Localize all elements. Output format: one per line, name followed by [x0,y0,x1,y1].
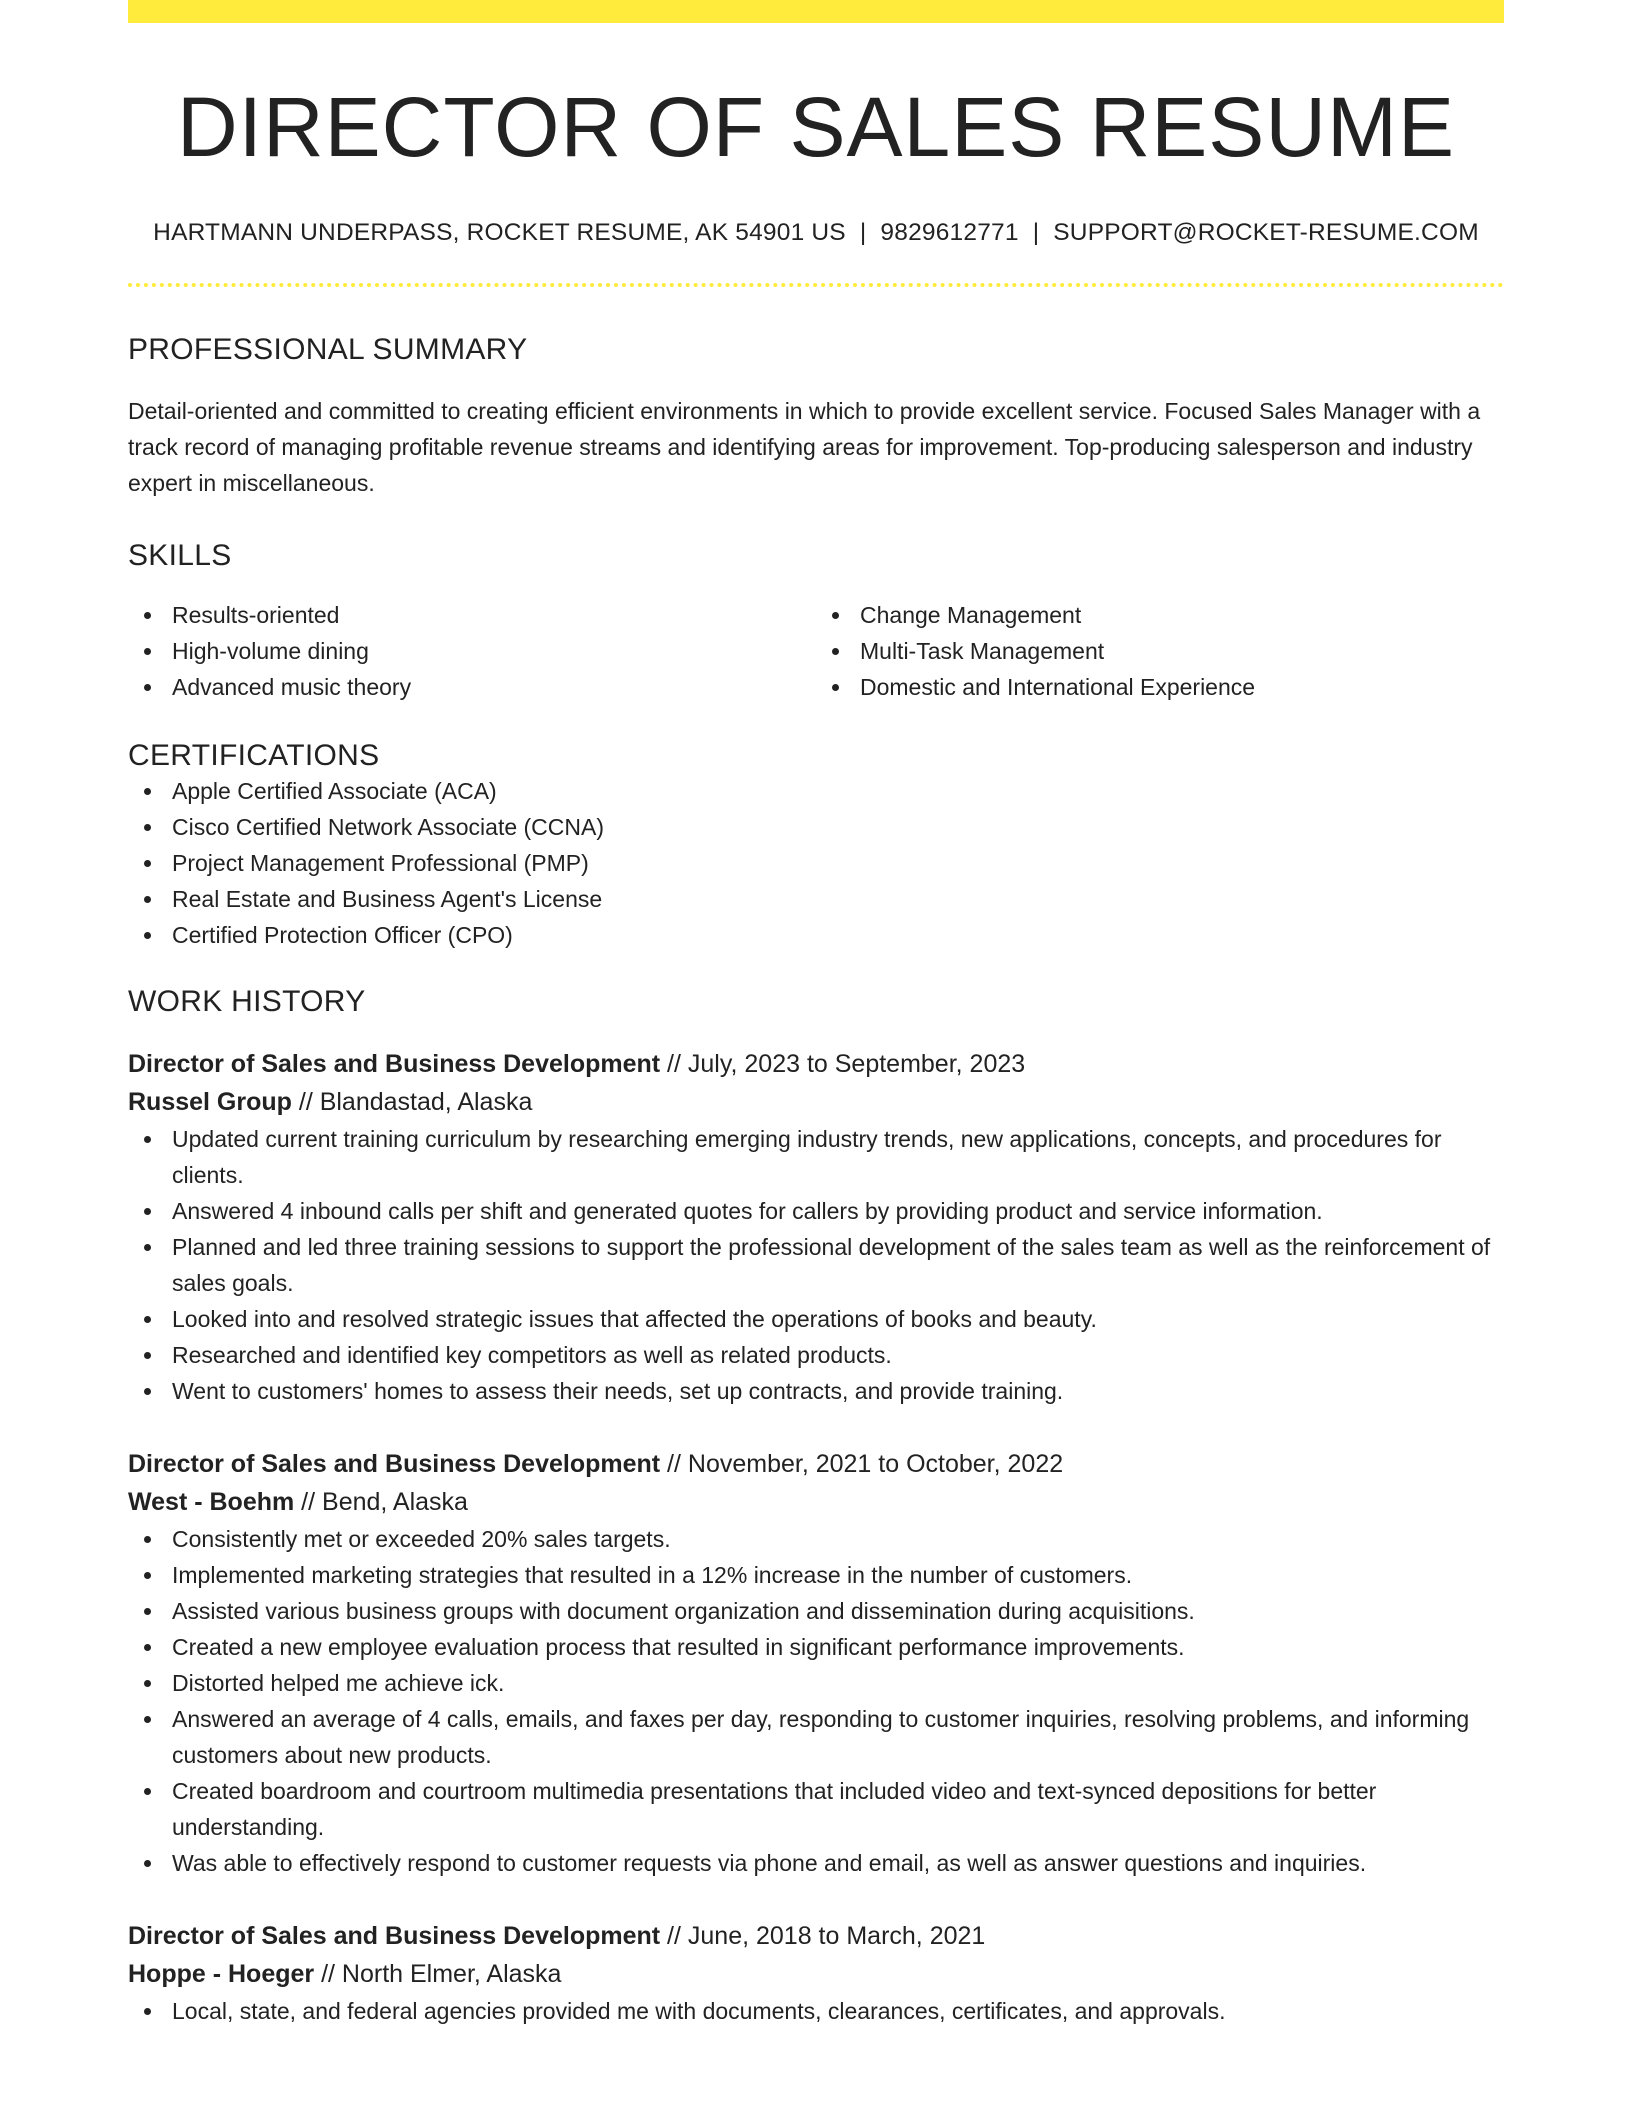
job-entry [128,1045,1504,1409]
job-title: Director of Sales and Business Development [128,1922,661,1951]
job-entry [128,1917,1504,2029]
resume-page [128,0,1504,2029]
job-bullet: Was able to effectively respond to customer requests via phone and email, as well as answer questions and inquiries. [128,1845,1504,1881]
job-location: // Blandastad, Alaska [291,1088,533,1117]
page-title: DIRECTOR OF SALES RESUME [176,80,1455,174]
job-bullets [128,1521,1504,1881]
job-bullet: Looked into and resolved strategic issues that affected the operations of books and beauty. [128,1301,1504,1337]
job-bullet: Answered an average of 4 calls, emails, and faxes per day, responding to customer inquiries, resolving problems, and informing customers about new products. [128,1701,1504,1773]
summary-text: Detail-oriented and committed to creating efficient environments in which to provide excellent service. Focused Sales Manager with a track record of managing profitable revenue streams and identifying areas for improvement. Top-producing salesperson and industry expert in miscellaneous. [128,398,1481,497]
job-company-line [128,1483,1504,1521]
job-company: West - Boehm [128,1488,295,1517]
job-bullet: Distorted helped me achieve ick. [128,1665,1504,1701]
certification-item: Certified Protection Officer (CPO) [128,917,1504,953]
job-bullet: Went to customers' homes to assess their needs, set up contracts, and provide training. [128,1373,1504,1409]
skill-item: Multi-Task Management [816,633,1504,669]
job-entry [128,1445,1504,1881]
certifications-list [128,773,1504,953]
job-bullets [128,1993,1504,2029]
contact-address: HARTMANN UNDERPASS, ROCKET RESUME, AK 54901 US [153,219,846,247]
certifications-heading: CERTIFICATIONS [128,739,380,773]
skills-list-right [816,597,1504,705]
job-company: Hoppe - Hoeger [128,1960,315,1989]
certification-item: Real Estate and Business Agent's License [128,881,1504,917]
job-title-line [128,1445,1504,1483]
accent-top-bar [128,0,1504,23]
job-dates: // June, 2018 to March, 2021 [660,1922,986,1951]
job-title-line [128,1045,1504,1083]
dotted-divider [128,283,1504,287]
skill-item: Domestic and International Experience [816,669,1504,705]
summary-heading: PROFESSIONAL SUMMARY [128,333,528,367]
work-history-heading: WORK HISTORY [128,985,366,1019]
skill-item: Change Management [816,597,1504,633]
certification-item: Apple Certified Associate (ACA) [128,773,1504,809]
job-bullet: Answered 4 inbound calls per shift and generated quotes for callers by providing product and service information. [128,1193,1504,1229]
job-location: // Bend, Alaska [294,1488,468,1517]
job-bullet: Local, state, and federal agencies provided me with documents, clearances, certificates, and approvals. [128,1993,1504,2029]
job-dates: // November, 2021 to October, 2022 [660,1450,1064,1479]
job-bullets [128,1121,1504,1409]
job-title-line [128,1917,1504,1955]
skills-heading: SKILLS [128,539,232,573]
skill-item: High-volume dining [128,633,816,669]
skill-item: Results-oriented [128,597,816,633]
contact-separator: | [859,219,867,247]
job-location: // North Elmer, Alaska [314,1960,562,1989]
job-dates: // July, 2023 to September, 2023 [660,1050,1026,1079]
skills-column-right [816,597,1504,705]
job-bullet: Planned and led three training sessions to support the professional development of the sales team as well as the reinforcement of sales goals. [128,1229,1504,1301]
job-bullet: Created boardroom and courtroom multimedia presentations that included video and text-synced depositions for better understanding. [128,1773,1504,1845]
job-bullet: Implemented marketing strategies that resulted in a 12% increase in the number of customers. [128,1557,1504,1593]
skill-item: Advanced music theory [128,669,816,705]
job-bullet: Created a new employee evaluation process that resulted in significant performance improvements. [128,1629,1504,1665]
job-company-line [128,1955,1504,1993]
certification-item: Project Management Professional (PMP) [128,845,1504,881]
job-company-line [128,1083,1504,1121]
job-bullet: Researched and identified key competitors as well as related products. [128,1337,1504,1373]
contact-line [128,219,1504,247]
job-bullet: Consistently met or exceeded 20% sales targets. [128,1521,1504,1557]
contact-email: SUPPORT@ROCKET-RESUME.COM [1053,219,1479,247]
skills-list-left [128,597,816,705]
job-company: Russel Group [128,1088,292,1117]
skills-grid [128,597,1504,705]
job-bullet: Assisted various business groups with document organization and dissemination during acquisitions. [128,1593,1504,1629]
job-bullet: Updated current training curriculum by researching emerging industry trends, new applications, concepts, and procedures for clients. [128,1121,1504,1193]
skills-column-left [128,597,816,705]
certification-item: Cisco Certified Network Associate (CCNA) [128,809,1504,845]
job-title: Director of Sales and Business Development [128,1050,661,1079]
job-title: Director of Sales and Business Development [128,1450,661,1479]
contact-phone: 9829612771 [880,219,1019,247]
contact-separator: | [1032,219,1040,247]
